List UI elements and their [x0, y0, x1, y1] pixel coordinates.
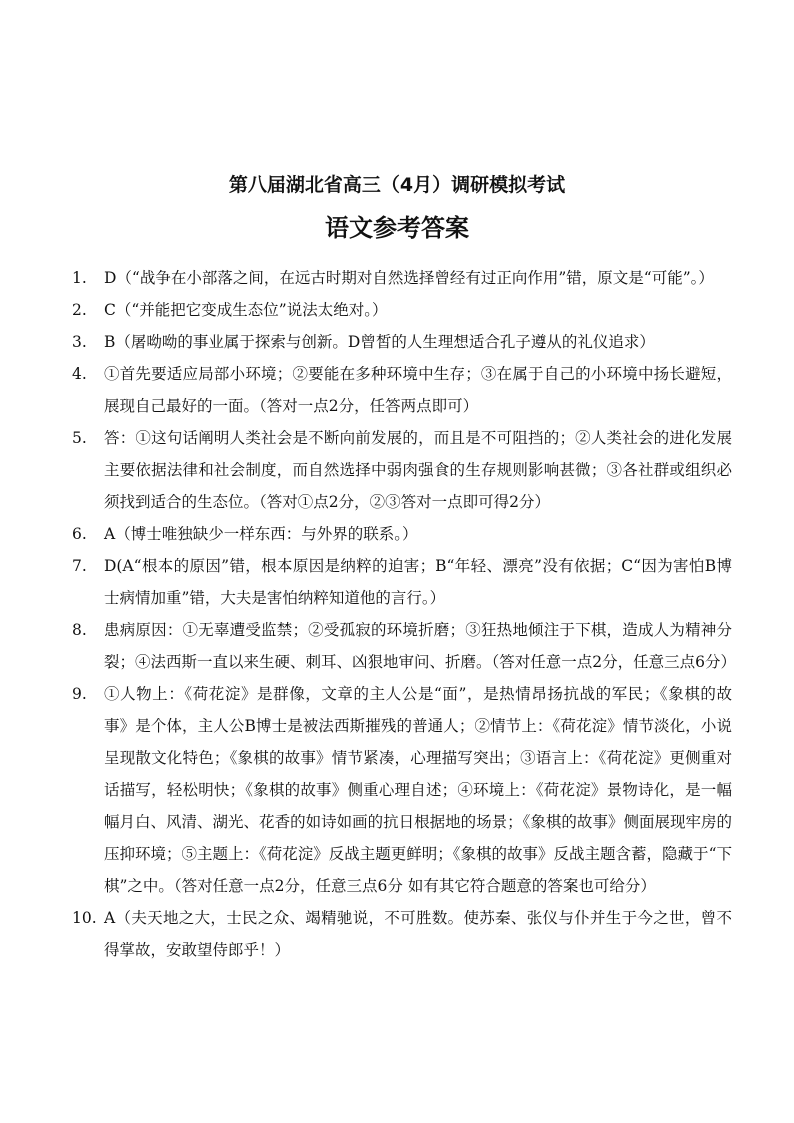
document-title: 第八届湖北省高三（4月）调研模拟考试 — [228, 174, 566, 196]
answer-item-7 — [72, 550, 732, 614]
answer-item-9 — [72, 678, 732, 902]
answer-item-8 — [72, 614, 736, 678]
answer-text: 患病原因：①无辜遭受监禁；②受孤寂的环境折磨；③狂热地倾注于下棋，造成人为精神分裂；④法西斯一直以来生硬、刺耳、凶狠地审问、折磨。（答对任意一点2分，任意三点6分） — [104, 621, 736, 671]
answer-number: 7. — [72, 557, 87, 575]
answer-text: A（博士唯独缺少一样东西：与外界的联系。） — [104, 525, 418, 543]
answer-text: ①首先要适应局部小环境；②要能在多种环境中生存；③在属于自己的小环境中扬长避短，展现自己最好的一面。（答对一点2分，任答两点即可） — [104, 365, 732, 415]
answer-text: ①人物上：《荷花淀》是群像，文章的主人公是“面”，是热情昂扬抗战的军民；《象棋的故事》是个体，主人公B博士是被法西斯摧残的普通人；②情节上：《荷花淀》情节淡化，小说呈现散文化特色；《象棋的故事》情节紧凑，心理描写突出；③语言上：《荷花淀》更侧重对话描写，轻松明快；《象棋的故事》侧重心理自述；④环境上：《荷花淀》景物诗化，是一幅幅月白、风清、湖光、花香的如诗如画的抗日根据地的场景；《象棋的故事》侧面展现牢房的压抑环境；⑤主题上：《荷花淀》反战主题更鲜明；《象棋的故事》反战主题含蓄，隐藏于“下棋”之中。（答对任意一点2分，任意三点6分 如有其它符合题意的答案也可给分） — [104, 685, 732, 895]
answer-list — [72, 262, 736, 966]
answer-text: A（夫天地之大，士民之众、竭精驰说，不可胜数。使苏秦、张仪与仆并生于今之世，曾不得掌故，安敢望侍郎乎！） — [104, 909, 732, 959]
answer-item-6 — [72, 518, 732, 550]
answer-number: 5. — [72, 429, 87, 447]
answer-number: 6. — [72, 525, 87, 543]
answer-item-2 — [72, 294, 732, 326]
answer-number: 8. — [72, 621, 87, 639]
answer-text: 答：①这句话阐明人类社会是不断向前发展的，而且是不可阻挡的；②人类社会的进化发展主要依据法律和社会制度，而自然选择中弱肉强食的生存规则影响甚微；③各社群或组织必须找到适合的生态位。（答对①点2分，②③答对一点即可得2分） — [104, 429, 732, 511]
answer-number: 1. — [72, 269, 87, 287]
answer-text: D（“战争在小部落之间，在远古时期对自然选择曾经有过正向作用”错，原文是“可能”。） — [104, 269, 714, 287]
answer-item-4 — [72, 358, 732, 422]
answer-number: 2. — [72, 301, 87, 319]
answer-number: 10. — [72, 909, 97, 927]
answer-item-5 — [72, 422, 732, 518]
answer-number: 9. — [72, 685, 87, 703]
answer-number: 3. — [72, 333, 87, 351]
answer-text: B（屠呦呦的事业属于探索与创新。D曾皙的人生理想适合孔子遵从的礼仪追求） — [104, 333, 655, 351]
answer-item-10 — [72, 902, 732, 966]
answer-number: 4. — [72, 365, 87, 383]
answer-item-1 — [72, 262, 732, 294]
answer-item-3 — [72, 326, 732, 358]
document-subtitle: 语文参考答案 — [325, 214, 469, 242]
answer-text: D(A“根本的原因”错，根本原因是纳粹的迫害；B“年轻、漂亮”没有依据；C“因为害怕B博士病情加重”错，大夫是害怕纳粹知道他的言行。） — [104, 557, 732, 607]
answer-text: C（“并能把它变成生态位”说法太绝对。） — [104, 301, 388, 319]
